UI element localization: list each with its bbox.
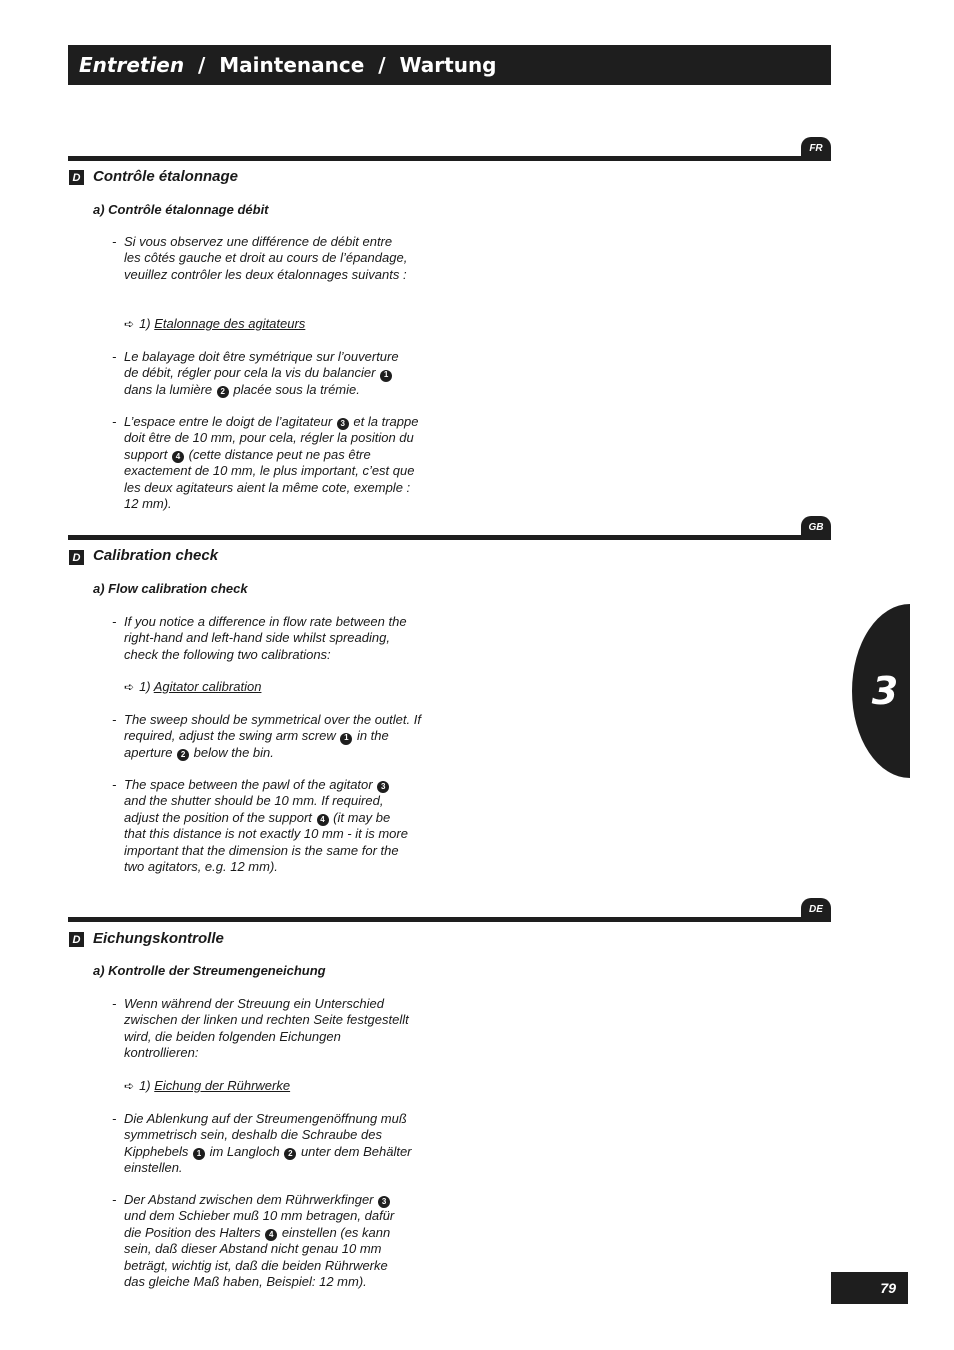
header-separator: / xyxy=(364,53,400,77)
item-text-part: The sweep should be symmetrical over the outlet. If required, adjust the swing arm screw xyxy=(124,712,421,744)
dash: - xyxy=(112,996,117,1011)
marker-4-icon: 4 xyxy=(317,814,329,826)
section-badge: D xyxy=(69,550,84,565)
dash: - xyxy=(112,1111,117,1126)
marker-4-icon: 4 xyxy=(172,451,184,463)
ref-number: 1) xyxy=(139,679,151,694)
marker-1-icon: 1 xyxy=(340,733,352,745)
item-text xyxy=(124,414,422,512)
section-rule xyxy=(68,917,831,922)
marker-3-icon: 3 xyxy=(337,418,349,430)
section-title: Eichungskontrolle xyxy=(93,930,224,947)
dash: - xyxy=(112,1192,117,1207)
section-subtitle: a) Kontrolle der Streumengeneichung xyxy=(93,963,326,978)
lang-tab-fr: FR xyxy=(801,137,831,159)
item-text-part: und dem Schieber muß 10 mm betragen, dafür die Position des Halters xyxy=(124,1208,395,1240)
item-text-part: im Langloch xyxy=(209,1143,280,1159)
item-text-part: The space between the pawl of the agitator xyxy=(124,777,373,792)
reference-link[interactable]: Etalonnage des agitateurs xyxy=(154,316,306,331)
item-text-part: in the aperture xyxy=(124,728,389,760)
item-text: If you notice a difference in flow rate between the right-hand and left-hand side whilst spreading, check the following two calibrations: xyxy=(124,614,407,662)
list-item xyxy=(112,712,422,761)
section-subtitle: a) Flow calibration check xyxy=(93,581,248,596)
ref-number: 1) xyxy=(139,316,151,331)
list-item xyxy=(112,1192,412,1290)
section-title: Contrôle étalonnage xyxy=(93,168,239,185)
lang-tab-de: DE xyxy=(801,898,831,920)
section-rule xyxy=(68,156,831,161)
dash: - xyxy=(112,777,117,792)
reference xyxy=(124,316,305,332)
item-text-part: L’espace entre le doigt de l’agitateur xyxy=(124,414,333,429)
section-subtitle: a) Contrôle étalonnage débit xyxy=(93,202,269,217)
item-text-part: (it may be that this distance is not exactly 10 mm - it is more important that the dimension is the same for the two agitators, e.g. 12 mm). xyxy=(124,809,408,875)
dash: - xyxy=(112,614,117,629)
dash: - xyxy=(112,712,117,727)
reference-link[interactable]: Eichung der Rührwerke xyxy=(154,1078,291,1093)
item-text-part: et la trappe doit être de 10 mm, pour cela, régler la position du support xyxy=(124,414,419,462)
page-header xyxy=(68,45,831,85)
header-separator: / xyxy=(184,53,220,77)
item-text xyxy=(124,1111,412,1177)
section-badge: D xyxy=(69,932,84,947)
dash: - xyxy=(112,349,117,364)
chapter-tab: 3 xyxy=(852,604,910,778)
arrow-icon: ➪ xyxy=(124,317,135,331)
lang-tab-gb: GB xyxy=(801,516,831,538)
list-item xyxy=(112,614,412,663)
reference xyxy=(124,679,261,695)
list-item xyxy=(112,777,412,875)
item-text-part: below the bin. xyxy=(193,744,274,760)
item-text xyxy=(124,712,422,761)
marker-1-icon: 1 xyxy=(193,1148,205,1160)
item-text xyxy=(124,349,412,398)
list-item xyxy=(112,234,412,283)
reference xyxy=(124,1078,290,1094)
list-item xyxy=(112,996,418,1062)
marker-3-icon: 3 xyxy=(378,1196,390,1208)
item-text: Wenn während der Streuung ein Unterschied zwischen der linken und rechten Seite festgestellt wird, die beiden folgenden Eichungen kontrollieren: xyxy=(124,996,409,1061)
marker-4-icon: 4 xyxy=(265,1229,277,1241)
item-text: Si vous observez une différence de débit entre les côtés gauche et droit au cours de l’épandage, veuillez contrôler les deux étalonnages suivants : xyxy=(124,234,408,282)
item-text xyxy=(124,1192,412,1290)
list-item xyxy=(112,1111,412,1177)
item-text-part: Der Abstand zwischen dem Rührwerkfinger xyxy=(124,1192,374,1207)
header-title-de: Wartung xyxy=(399,53,497,77)
item-text-part: and the shutter should be 10 mm. If required, adjust the position of the support xyxy=(124,793,384,825)
header-title-fr: Entretien xyxy=(79,53,185,77)
marker-3-icon: 3 xyxy=(377,781,389,793)
section-badge: D xyxy=(69,170,84,185)
section-title: Calibration check xyxy=(93,547,219,564)
marker-1-icon: 1 xyxy=(380,370,392,382)
marker-2-icon: 2 xyxy=(217,386,229,398)
list-item xyxy=(112,414,422,512)
list-item xyxy=(112,349,412,398)
item-text-part: unter dem Behälter einstellen. xyxy=(124,1143,412,1176)
page-number: 79 xyxy=(831,1272,908,1304)
ref-number: 1) xyxy=(139,1078,151,1093)
item-text-part: dans la lumière xyxy=(124,381,213,397)
reference-link[interactable]: Agitator calibration xyxy=(153,679,262,694)
marker-2-icon: 2 xyxy=(284,1148,296,1160)
item-text xyxy=(124,777,412,875)
dash: - xyxy=(112,234,117,249)
dash: - xyxy=(112,414,117,429)
item-text-part: (cette distance peut ne pas être exactement de 10 mm, le plus important, c’est que les deux agitateurs aient la même cote, exemple : 12 mm). xyxy=(124,446,415,512)
arrow-icon: ➪ xyxy=(124,680,135,694)
marker-2-icon: 2 xyxy=(177,749,189,761)
section-rule xyxy=(68,535,831,540)
item-text-part: placée sous la trémie. xyxy=(233,381,360,397)
arrow-icon: ➪ xyxy=(124,1079,135,1093)
item-text-part: einstellen (es kann sein, daß dieser Abstand nicht genau 10 mm beträgt, wichtig ist, daß die beiden Rührwerke das gleiche Maß haben, Beispiel: 12 mm). xyxy=(124,1224,391,1290)
header-title-gb: Maintenance xyxy=(219,53,365,77)
item-text-part: Le balayage doit être symétrique sur l’ouverture de débit, régler pour cela la vis du balancier xyxy=(124,349,399,381)
item-text-part: Die Ablenkung auf der Streumengenöffnung muß symmetrisch sein, deshalb die Schraube des Kipphebels xyxy=(124,1111,407,1159)
